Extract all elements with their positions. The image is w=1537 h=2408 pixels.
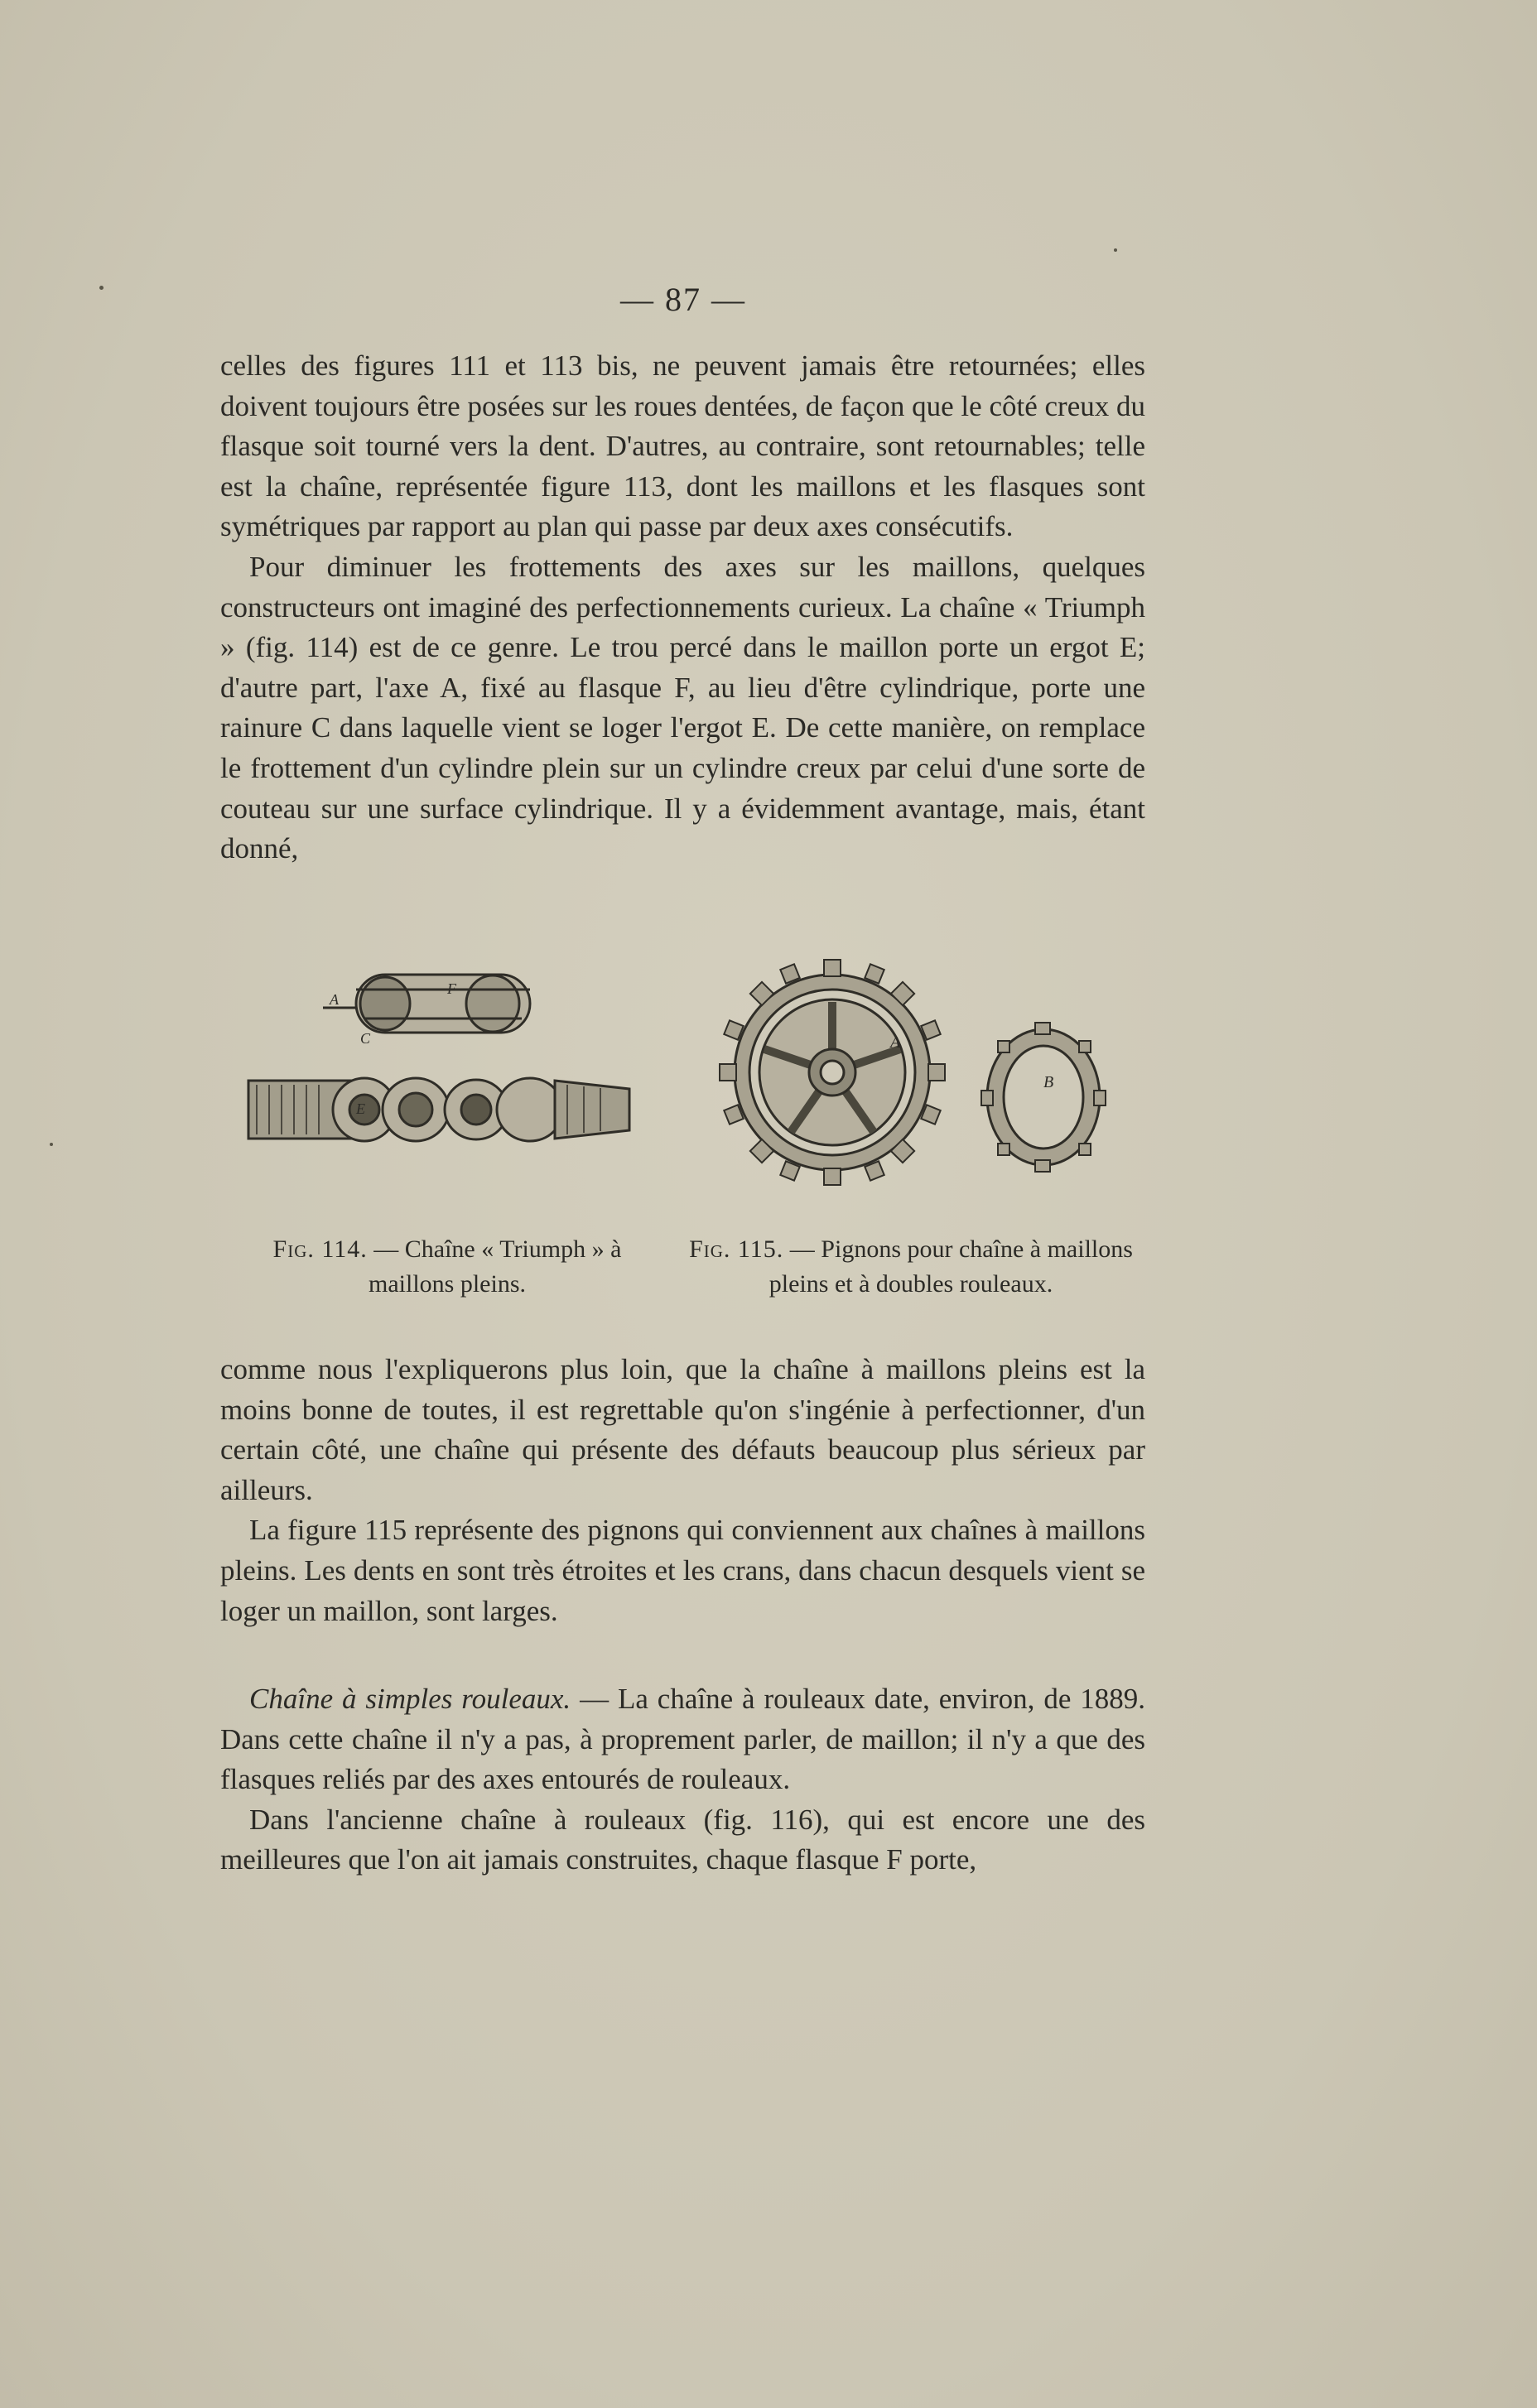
- page-speck: [99, 286, 104, 290]
- paragraph: La figure 115 représente des pignons qui conviennent aux chaînes à maillons pleins. Les dents en sont très étroites et les crans, dans chacun desquels vient se loger un maillon, sont larges.: [220, 1514, 1145, 1627]
- section-heading: Chaîne à simples rouleaux.: [249, 1683, 571, 1715]
- figure-114-chain-illustration: [240, 956, 646, 1188]
- figure-label: Fig. 115.: [689, 1235, 784, 1263]
- label-b: B: [1043, 1073, 1054, 1091]
- paragraph-text: — La chaîne à rouleaux date, environ, de 1889. Dans cette chaîne il n'y a pas, à proprement parler, de maillon; il n'y a que des flasques reliés par des axes entourés de rouleaux.: [220, 1683, 1146, 1796]
- paragraph: Pour diminuer les frottements des axes sur les maillons, quelques constructeurs ont imaginé des perfectionnements curieux. La chaîne « Triumph » (fig. 114) est de ce genre. Le trou percé dans le maillon porte un ergot E; d'autre part, l'axe A, fixé au flasque F, au lieu d'être cylindrique, porte une rainure C dans laquelle vient se loger l'ergot E. De cette manière, on remplace le frottement d'un cylindre plein sur un cylindre creux par celui d'une sorte de couteau sur une surface cylindrique. Il y a évidemment avantage, mais, étant donné,: [220, 550, 1145, 865]
- text-block-middle: [220, 1350, 1145, 1631]
- text-block-section: [220, 1679, 1145, 1881]
- paragraph: comme nous l'expliquerons plus loin, que la chaîne à maillons pleins est la moins bonne de toutes, il est regrettable qu'on s'ingénie à perfectionner, d'un certain côté, une chaîne qui présente des défauts beaucoup plus sérieux par ailleurs.: [220, 1353, 1145, 1506]
- label-e: E: [356, 1100, 365, 1117]
- figure-115-caption: [679, 1232, 1143, 1302]
- label-c: C: [360, 1030, 371, 1047]
- caption-text: — Chaîne « Triumph » à maillons pleins.: [369, 1235, 622, 1298]
- text-block-top: [220, 346, 1145, 869]
- figure-114-caption: [248, 1232, 646, 1302]
- figure-115-sprocket-illustration: [708, 948, 1130, 1205]
- paragraph: Dans l'ancienne chaîne à rouleaux (fig. 116), qui est encore une des meilleures que l'on ait jamais construites, chaque flasque F porte,: [220, 1803, 1145, 1876]
- caption-text: — Pignons pour chaîne à maillons pleins et à doubles rouleaux.: [768, 1235, 1133, 1298]
- page-number: — 87 —: [620, 281, 746, 318]
- label-a: A: [890, 1033, 901, 1052]
- sprocket-drawing: [708, 948, 1130, 1205]
- label-f: F: [447, 980, 456, 997]
- label-a: A: [330, 991, 339, 1008]
- section-paragraph: [220, 1679, 1145, 1800]
- figure-label: Fig. 114.: [272, 1235, 368, 1263]
- page-speck: [50, 1143, 53, 1146]
- page-speck: [1114, 248, 1117, 252]
- chain-link-drawing: [240, 956, 646, 1188]
- paragraph: celles des figures 111 et 113 bis, ne peuvent jamais être retournées; elles doivent toujours être posées sur les roues dentées, de façon que le côté creux du flasque soit tourné vers la dent. D'autres, au contraire, sont retournables; telle est la chaîne, représentée figure 113, dont les maillons et les flasques sont symétriques par rapport au plan qui passe par deux axes consécutifs.: [220, 349, 1145, 543]
